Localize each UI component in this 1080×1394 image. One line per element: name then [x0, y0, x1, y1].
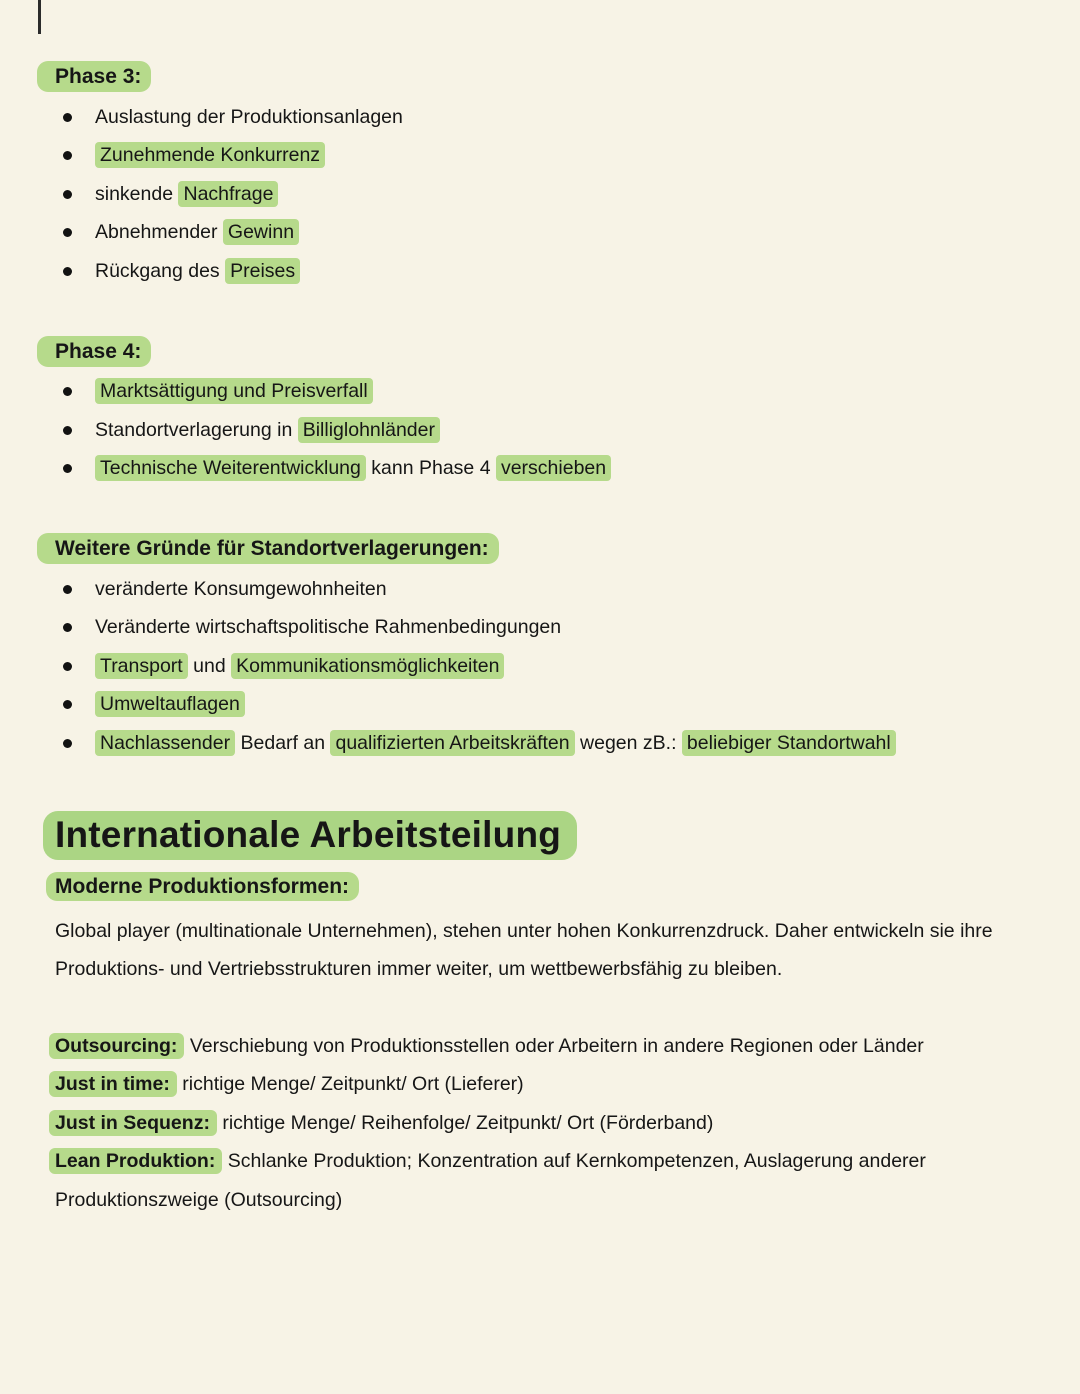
phase-4-heading	[55, 339, 1034, 364]
heading-highlight: Phase 4:	[37, 336, 151, 367]
list-item-text	[95, 732, 896, 755]
list-item	[55, 137, 1034, 176]
list-item-text	[95, 106, 403, 129]
term-outsourcing: Outsourcing:	[49, 1033, 184, 1059]
page-title	[55, 811, 1034, 859]
list-item-text	[95, 419, 440, 442]
highlighted-segment: Marktsättigung und Preisverfall	[95, 378, 373, 404]
list-item	[55, 450, 1034, 489]
highlighted-segment: beliebiger Standortwahl	[682, 730, 896, 756]
bullet-icon	[63, 426, 72, 435]
page-edge-mark	[38, 0, 41, 34]
highlighted-segment: qualifizierten Arbeitskräften	[330, 730, 574, 756]
list-item	[55, 98, 1034, 137]
list-item-text	[95, 183, 278, 206]
definition-text: Schlanke Produktion; Konzentration auf Kernkompetenzen, Auslagerung anderer Produktionszweige (Outsourcing)	[55, 1150, 926, 1211]
list-item	[55, 373, 1034, 412]
moderne-produktionsformen-heading	[55, 874, 1034, 899]
section-phase-3	[55, 64, 1034, 291]
phase-4-list	[55, 373, 1034, 489]
highlighted-segment: Billiglohnländer	[298, 417, 440, 443]
highlighted-segment: Preises	[225, 258, 300, 284]
section-phase-4	[55, 339, 1034, 489]
bullet-icon	[63, 387, 72, 396]
text-segment: Bedarf an	[235, 731, 331, 754]
definition-text: Verschiebung von Produktionsstellen oder Arbeitern in andere Regionen oder Länder	[184, 1034, 924, 1057]
phase-3-list	[55, 98, 1034, 291]
list-item	[55, 686, 1034, 725]
bullet-icon	[63, 464, 72, 473]
list-item	[55, 570, 1034, 609]
bullet-icon	[63, 739, 72, 748]
bullet-icon	[63, 151, 72, 160]
text-segment: Rückgang des	[95, 259, 226, 282]
list-item-text	[95, 457, 611, 480]
bullet-icon	[63, 623, 72, 632]
highlighted-segment: Technische Weiterentwicklung	[95, 455, 366, 481]
bullet-icon	[63, 585, 72, 594]
highlighted-segment: Kommunikationsmöglichkeiten	[231, 653, 504, 679]
text-segment: Abnehmender	[95, 221, 223, 244]
list-item	[55, 411, 1034, 450]
list-item-text	[95, 693, 245, 716]
definitions-block	[55, 1027, 1034, 1220]
list-item-text	[95, 578, 387, 601]
highlighted-segment: Gewinn	[223, 219, 299, 245]
heading-highlight: Moderne Produktionsformen:	[46, 872, 359, 901]
list-item-text	[95, 616, 561, 639]
text-segment: Veränderte wirtschaftspolitische Rahmenbedingungen	[95, 616, 562, 639]
list-item-text	[95, 655, 504, 678]
heading-highlight: Weitere Gründe für Standortverlagerungen:	[37, 533, 499, 564]
section-internationale-arbeitsteilung	[55, 811, 1034, 1220]
text-segment: Standortverlagerung in	[95, 418, 298, 441]
highlighted-segment: Transport	[95, 653, 188, 679]
term-just-in-sequenz: Just in Sequenz:	[49, 1110, 217, 1136]
bullet-icon	[63, 267, 72, 276]
section-weitere-gruende	[55, 536, 1034, 763]
highlighted-segment: verschieben	[496, 455, 611, 481]
highlighted-segment: Umweltauflagen	[95, 691, 245, 717]
list-item-text	[95, 221, 299, 244]
text-segment: und	[187, 654, 232, 677]
list-item-text	[95, 380, 373, 403]
bullet-icon	[63, 228, 72, 237]
weitere-gruende-heading	[55, 536, 1034, 561]
term-lean-produktion: Lean Produktion:	[49, 1148, 222, 1174]
list-item	[55, 252, 1034, 291]
list-item	[55, 609, 1034, 648]
bullet-icon	[63, 190, 72, 199]
title-highlight: Internationale Arbeitsteilung	[43, 811, 577, 860]
text-segment: sinkende	[95, 182, 179, 205]
bullet-icon	[63, 700, 72, 709]
heading-highlight: Phase 3:	[37, 61, 151, 92]
text-segment: Auslastung der Produktionsanlagen	[95, 105, 403, 128]
list-item	[55, 724, 1034, 763]
list-item-text	[95, 144, 325, 167]
list-item	[55, 647, 1034, 686]
list-item-text	[95, 260, 300, 283]
list-item	[55, 214, 1034, 253]
text-segment: veränderte Konsumgewohnheiten	[95, 577, 387, 600]
definition-text: richtige Menge/ Reihenfolge/ Zeitpunkt/ Ort (Förderband)	[216, 1111, 714, 1134]
highlighted-segment: Nachfrage	[178, 181, 278, 207]
highlighted-segment: Zunehmende Konkurrenz	[95, 142, 325, 168]
text-segment: wegen zB.:	[574, 731, 682, 754]
text-segment: kann Phase 4	[365, 457, 496, 480]
highlighted-segment: Nachlassender	[95, 730, 235, 756]
bullet-icon	[63, 662, 72, 671]
definition-text: richtige Menge/ Zeitpunkt/ Ort (Lieferer)	[176, 1073, 524, 1095]
weitere-gruende-list	[55, 570, 1034, 763]
bullet-icon	[63, 113, 72, 122]
term-just-in-time: Just in time:	[49, 1071, 177, 1097]
list-item	[55, 175, 1034, 214]
intro-paragraph: Global player (multinationale Unternehmen), stehen unter hohen Konkurrenzdruck. Daher entwickeln sie ihre Produktions- und Vertriebsstrukturen immer weiter, um wettbewerbsfähig zu bleiben.	[55, 919, 993, 980]
phase-3-heading	[55, 64, 1034, 89]
